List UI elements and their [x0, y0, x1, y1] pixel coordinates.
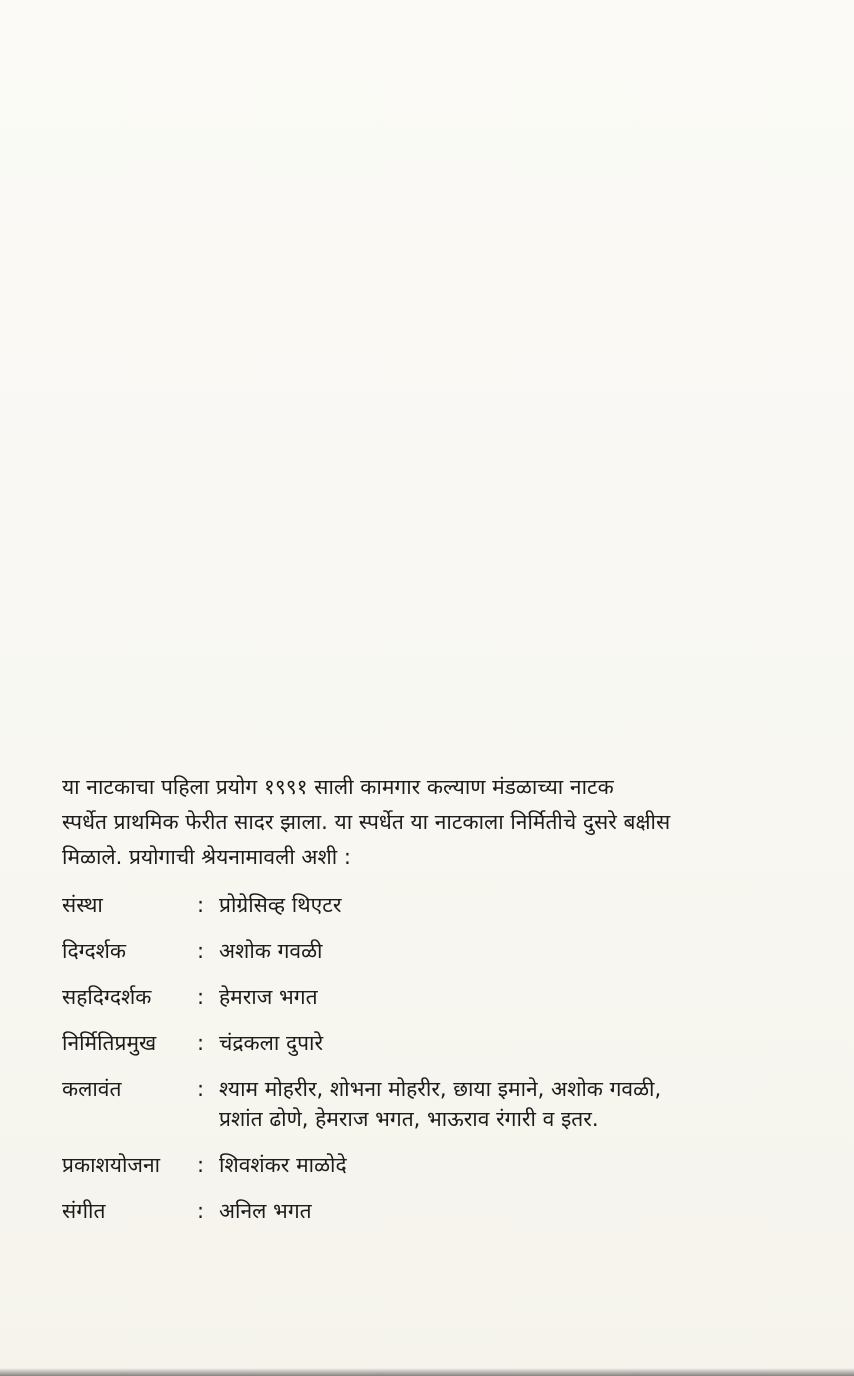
credit-value-line: चंद्रकला दुपारे	[219, 1031, 324, 1055]
credit-value-line: अनिल भगत	[219, 1199, 312, 1223]
intro-line: स्पर्धेत प्राथमिक फेरीत सादर झाला. या स्पर्धेत या नाटकाला निर्मितीचे दुसरे बक्षीस	[62, 810, 671, 834]
credit-role: प्रकाशयोजना	[62, 1153, 161, 1177]
credit-row-director	[62, 936, 782, 966]
credit-separator: :	[197, 1199, 205, 1223]
credit-value-line: अशोक गवळी	[219, 939, 323, 963]
credit-role: निर्मितिप्रमुख	[62, 1031, 157, 1055]
intro-paragraph	[62, 770, 782, 875]
credit-value-line: प्रोग्रेसिव्ह थिएटर	[219, 893, 342, 917]
credit-role: संगीत	[62, 1199, 106, 1223]
credit-value-line: श्याम मोहरीर, शोभना मोहरीर, छाया इमाने, अशोक गवळी,	[219, 1077, 662, 1101]
credit-separator: :	[197, 985, 205, 1009]
credit-role: सहदिग्दर्शक	[62, 985, 152, 1009]
credit-value	[219, 982, 782, 1012]
credit-role: संस्था	[62, 893, 103, 917]
credit-row-music	[62, 1196, 782, 1226]
credit-separator: :	[197, 1031, 205, 1055]
credit-value-line: हेमराज भगत	[219, 985, 318, 1009]
credit-value	[219, 1074, 782, 1134]
credit-separator: :	[197, 1077, 205, 1101]
intro-line: या नाटकाचा पहिला प्रयोग १९९१ साली कामगार कल्याण मंडळाच्या नाटक	[62, 775, 614, 799]
credit-value-line: प्रशांत ढोणे, हेमराज भगत, भाऊराव रंगारी व इतर.	[219, 1107, 599, 1131]
credit-row-assistant-director	[62, 982, 782, 1012]
credit-value	[219, 1150, 782, 1180]
credit-separator: :	[197, 939, 205, 963]
credit-separator: :	[197, 893, 205, 917]
page-bottom-edge	[0, 1368, 854, 1376]
credit-role: दिग्दर्शक	[62, 939, 127, 963]
credit-value	[219, 1028, 782, 1058]
credit-separator: :	[197, 1153, 205, 1177]
credit-row-lighting	[62, 1150, 782, 1180]
credits-list	[62, 890, 782, 1242]
credit-value	[219, 890, 782, 920]
credit-row-organization	[62, 890, 782, 920]
credit-row-cast	[62, 1074, 782, 1134]
credit-role: कलावंत	[62, 1077, 122, 1101]
credit-row-production-head	[62, 1028, 782, 1058]
intro-line: मिळाले. प्रयोगाची श्रेयनामावली अशी :	[62, 845, 351, 869]
credit-value-line: शिवशंकर माळोदे	[219, 1153, 347, 1177]
credit-value	[219, 1196, 782, 1226]
credit-value	[219, 936, 782, 966]
